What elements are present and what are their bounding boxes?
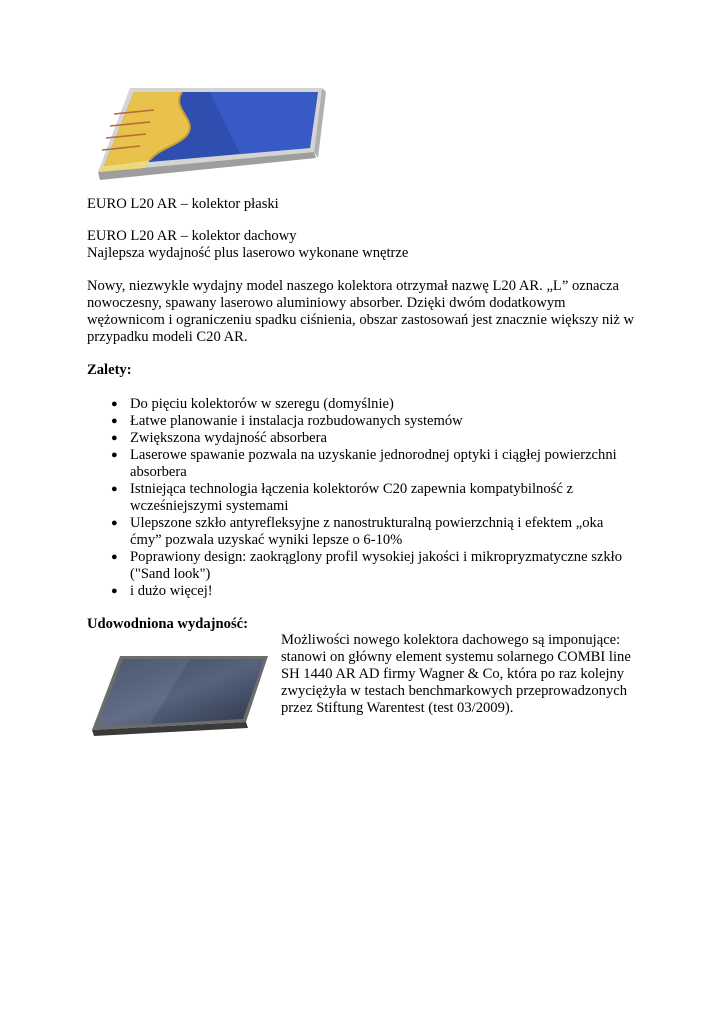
roof-collector-image — [90, 652, 270, 738]
product-title-flat: EURO L20 AR – kolektor płaski — [87, 196, 279, 212]
list-item-line: Poprawiony design: zaokrąglony profil wysokiej jakości i mikropryzmatyczne szkło — [130, 549, 623, 565]
list-item-line: Laserowe spawanie pozwala na uzyskanie jednorodnej optyki i ciągłej powierzchni — [130, 447, 617, 463]
list-item — [87, 481, 647, 515]
bullet-icon: ● — [111, 551, 118, 563]
proven-line: przez Stiftung Warentest (test 03/2009). — [281, 700, 514, 716]
advantages-list — [87, 396, 647, 600]
bullet-icon: ● — [111, 517, 118, 529]
list-item-line: Łatwe planowanie i instalacja rozbudowanych systemów — [130, 413, 463, 429]
intro-line: wężownicom i ograniczeniu spadku ciśnienia, obszar zastosowań jest znacznie większy niż w — [87, 312, 635, 328]
list-item — [87, 413, 647, 430]
list-item — [87, 447, 647, 481]
proven-line: Możliwości nowego kolektora dachowego są imponujące: — [281, 632, 621, 648]
list-item — [87, 430, 647, 447]
list-item — [87, 549, 647, 583]
advantages-heading: Zalety: — [87, 362, 132, 378]
list-item — [87, 515, 647, 549]
list-item-line: i dużo więcej! — [130, 583, 213, 599]
proven-line: zwyciężyła w testach benchmarkowych przeprowadzonych — [281, 683, 628, 699]
intro-line: przypadku modeli C20 AR. — [87, 329, 248, 345]
proven-paragraph — [281, 632, 641, 717]
bullet-icon: ● — [111, 432, 118, 444]
proven-heading: Udowodniona wydajność: — [87, 616, 248, 632]
list-item-line: Do pięciu kolektorów w szeregu (domyślnie) — [130, 396, 394, 412]
intro-paragraph — [87, 278, 647, 346]
bullet-icon: ● — [111, 398, 118, 410]
list-item-line: ("Sand look") — [130, 566, 211, 582]
intro-line: nowoczesny, spawany laserowo aluminiowy absorber. Dzięki dwóm dodatkowym — [87, 295, 566, 311]
bullet-icon: ● — [111, 483, 118, 495]
product-title-roof: EURO L20 AR – kolektor dachowy — [87, 228, 297, 244]
list-item-line: ćmy” pozwala uzyskać wyniki lepsze o 6-10% — [130, 532, 403, 548]
bullet-icon: ● — [111, 449, 118, 461]
collector-cutaway-image — [90, 80, 330, 190]
product-subtitle: Najlepsza wydajność plus laserowo wykonane wnętrze — [87, 245, 409, 261]
list-item-line: absorbera — [130, 464, 187, 480]
proven-line: stanowi on główny element systemu solarnego COMBI line — [281, 649, 631, 665]
proven-line: SH 1440 AR AD firmy Wagner & Co, która po raz kolejny — [281, 666, 625, 682]
list-item-line: Zwiększona wydajność absorbera — [130, 430, 327, 446]
intro-line: Nowy, niezwykle wydajny model naszego kolektora otrzymał nazwę L20 AR. „L” oznacza — [87, 278, 619, 294]
list-item-line: Istniejąca technologia łączenia kolektorów C20 zapewnia kompatybilność z — [130, 481, 573, 497]
list-item-line: wcześniejszymi systemami — [130, 498, 289, 514]
bullet-icon: ● — [111, 415, 118, 427]
bullet-icon: ● — [111, 585, 118, 597]
list-item-line: Ulepszone szkło antyrefleksyjne z nanostrukturalną powierzchnią i efektem „oka — [130, 515, 604, 531]
list-item — [87, 396, 647, 413]
list-item — [87, 583, 647, 600]
